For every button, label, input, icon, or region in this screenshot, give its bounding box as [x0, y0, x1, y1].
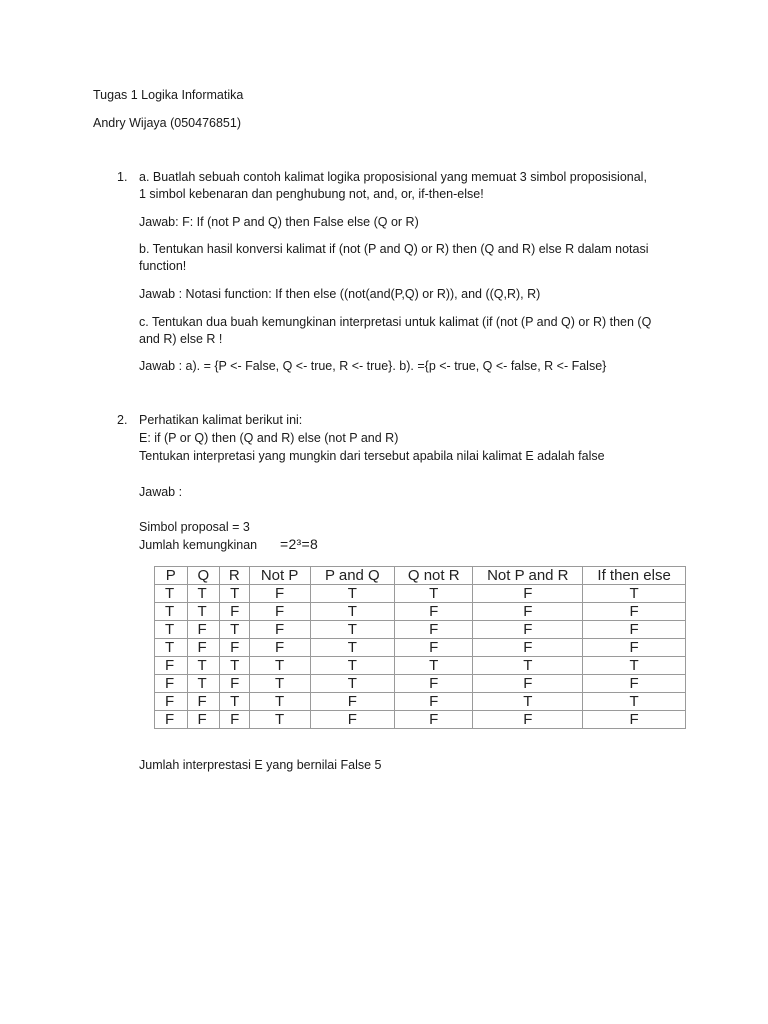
- truth-table-cell: F: [155, 657, 188, 675]
- truth-table-cell: T: [310, 639, 394, 657]
- truth-table-cell: F: [583, 621, 686, 639]
- truth-table-cell: F: [249, 585, 310, 603]
- truth-table-row: [155, 693, 686, 711]
- truth-table-cell: T: [187, 657, 220, 675]
- truth-table-row: [155, 585, 686, 603]
- truth-table-cell: F: [395, 711, 473, 729]
- author-line: Andry Wijaya (050476851): [93, 116, 241, 130]
- truth-table-header-cell: P and Q: [310, 567, 394, 585]
- truth-table-cell: T: [583, 693, 686, 711]
- question-2-number: 2.: [117, 413, 128, 427]
- question-1a-text-line2: 1 simbol kebenaran dan penghubung not, and, or, if-then-else!: [139, 187, 484, 201]
- truth-table-cell: F: [395, 621, 473, 639]
- question-1b-text-line2: function!: [139, 259, 187, 273]
- truth-table-cell: T: [310, 657, 394, 675]
- truth-table-cell: T: [155, 621, 188, 639]
- truth-table-cell: F: [155, 711, 188, 729]
- truth-table-header-cell: Q: [187, 567, 220, 585]
- truth-table-cell: F: [395, 693, 473, 711]
- truth-table-cell: F: [187, 639, 220, 657]
- truth-table-cell: F: [220, 603, 250, 621]
- truth-table-row: [155, 639, 686, 657]
- truth-table-cell: F: [583, 639, 686, 657]
- truth-table-cell: T: [220, 693, 250, 711]
- truth-table-cell: F: [155, 675, 188, 693]
- truth-table-cell: T: [220, 585, 250, 603]
- question-1-number: 1.: [117, 170, 128, 184]
- truth-table-cell: F: [249, 621, 310, 639]
- truth-table-cell: F: [155, 693, 188, 711]
- truth-table-cell: T: [155, 639, 188, 657]
- truth-table-cell: T: [249, 693, 310, 711]
- question-2-line2: E: if (P or Q) then (Q and R) else (not P and R): [139, 431, 399, 445]
- truth-table-header-cell: Q not R: [395, 567, 473, 585]
- result-line: Jumlah interprestasi E yang bernilai False 5: [139, 758, 382, 772]
- truth-table-cell: F: [187, 693, 220, 711]
- question-2-line3: Tentukan interpretasi yang mungkin dari tersebut apabila nilai kalimat E adalah false: [139, 449, 605, 463]
- truth-table-cell: F: [310, 711, 394, 729]
- truth-table-cell: T: [310, 621, 394, 639]
- truth-table-cell: F: [583, 675, 686, 693]
- truth-table: [154, 566, 686, 729]
- truth-table-cell: T: [187, 603, 220, 621]
- truth-table-cell: F: [187, 621, 220, 639]
- truth-table-header-row: [155, 567, 686, 585]
- truth-table-cell: F: [473, 603, 583, 621]
- question-1b-text-line1: b. Tentukan hasil konversi kalimat if (not (P and Q) or R) then (Q and R) else R dalam notasi: [139, 242, 649, 256]
- truth-table-cell: T: [583, 657, 686, 675]
- symbol-count: Simbol proposal = 3: [139, 520, 250, 534]
- truth-table-header-cell: If then else: [583, 567, 686, 585]
- truth-table-cell: T: [310, 585, 394, 603]
- question-2-line1: Perhatikan kalimat berikut ini:: [139, 413, 303, 427]
- truth-table-cell: T: [249, 711, 310, 729]
- truth-table-body: [155, 585, 686, 729]
- truth-table-cell: T: [395, 657, 473, 675]
- question-1c-answer: Jawab : a). = {P <- False, Q <- true, R <- true}. b). ={p <- true, Q <- false, R <- False}: [139, 359, 607, 373]
- truth-table-cell: F: [249, 639, 310, 657]
- truth-table-header-cell: P: [155, 567, 188, 585]
- truth-table-cell: F: [395, 675, 473, 693]
- combinations-label: Jumlah kemungkinan: [139, 538, 258, 552]
- truth-table-cell: T: [310, 675, 394, 693]
- truth-table-cell: F: [473, 675, 583, 693]
- truth-table-cell: T: [583, 585, 686, 603]
- truth-table-header-cell: Not P and R: [473, 567, 583, 585]
- truth-table-cell: T: [395, 585, 473, 603]
- truth-table-cell: F: [583, 603, 686, 621]
- truth-table-cell: F: [583, 711, 686, 729]
- document-title: Tugas 1 Logika Informatika: [93, 88, 244, 102]
- truth-table-cell: F: [395, 639, 473, 657]
- truth-table-cell: T: [249, 657, 310, 675]
- truth-table-row: [155, 711, 686, 729]
- question-2-answer-label: Jawab :: [139, 485, 183, 499]
- truth-table-cell: F: [473, 711, 583, 729]
- question-1a-answer: Jawab: F: If (not P and Q) then False else (Q or R): [139, 215, 419, 229]
- truth-table-cell: T: [473, 657, 583, 675]
- question-1c-text-line2: and R) else R !: [139, 332, 223, 346]
- question-1b-answer: Jawab : Notasi function: If then else ((not(and(P,Q) or R)), and ((Q,R), R): [139, 287, 541, 301]
- truth-table-cell: T: [473, 693, 583, 711]
- truth-table-cell: F: [473, 585, 583, 603]
- truth-table-row: [155, 603, 686, 621]
- truth-table-cell: F: [310, 693, 394, 711]
- truth-table-cell: T: [187, 585, 220, 603]
- truth-table-header-cell: Not P: [249, 567, 310, 585]
- truth-table-cell: F: [249, 603, 310, 621]
- truth-table-cell: F: [220, 675, 250, 693]
- truth-table-cell: T: [155, 603, 188, 621]
- truth-table-header-cell: R: [220, 567, 250, 585]
- truth-table-cell: F: [395, 603, 473, 621]
- question-1a-text-line1: a. Buatlah sebuah contoh kalimat logika proposisional yang memuat 3 simbol proposisional,: [139, 170, 647, 184]
- truth-table-cell: F: [473, 621, 583, 639]
- truth-table-cell: T: [249, 675, 310, 693]
- truth-table-row: [155, 657, 686, 675]
- truth-table-cell: T: [155, 585, 188, 603]
- truth-table-cell: F: [473, 639, 583, 657]
- truth-table-cell: F: [220, 639, 250, 657]
- combinations-formula: =2³=8: [280, 536, 319, 552]
- truth-table-cell: F: [187, 711, 220, 729]
- truth-table-cell: T: [220, 657, 250, 675]
- truth-table-row: [155, 621, 686, 639]
- truth-table-cell: F: [220, 711, 250, 729]
- truth-table-cell: T: [220, 621, 250, 639]
- truth-table-row: [155, 675, 686, 693]
- truth-table-cell: T: [187, 675, 220, 693]
- question-1c-text-line1: c. Tentukan dua buah kemungkinan interpretasi untuk kalimat (if (not (P and Q) or R) then (Q: [139, 315, 652, 329]
- truth-table-cell: T: [310, 603, 394, 621]
